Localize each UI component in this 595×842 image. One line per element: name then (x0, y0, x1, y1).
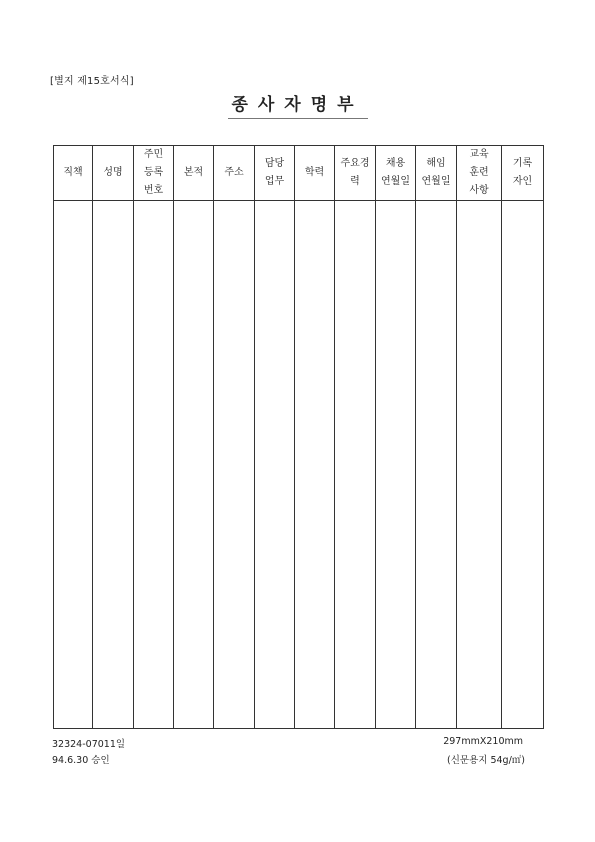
col-header-recorder-seal: 기록 자인 (502, 146, 544, 201)
col-header-position: 직책 (54, 146, 93, 201)
page-title: 종사자명부 (231, 95, 364, 115)
header-row (54, 146, 544, 201)
approval-date: 94.6.30 승인 (52, 755, 110, 766)
table-cell[interactable] (174, 201, 214, 729)
title-underline (228, 118, 368, 119)
table-cell[interactable] (93, 201, 134, 729)
col-header-education: 학력 (295, 146, 335, 201)
table-cell[interactable] (457, 201, 502, 729)
col-header-dismissal-date: 해임 연월일 (416, 146, 457, 201)
table-cell[interactable] (502, 201, 544, 729)
paper-size: 297mmX210mm (443, 736, 523, 747)
form-label: [별지 제15호서식] (50, 76, 134, 87)
table-cell[interactable] (376, 201, 416, 729)
employee-roster-table (53, 145, 544, 729)
table-cell[interactable] (54, 201, 93, 729)
form-number: 32324-07011일 (52, 739, 126, 750)
col-header-name: 성명 (93, 146, 134, 201)
col-header-resident-number: 주민 등록 번호 (134, 146, 174, 201)
table-cell[interactable] (214, 201, 255, 729)
col-header-duty: 담당 업무 (255, 146, 295, 201)
table-cell[interactable] (416, 201, 457, 729)
col-header-career: 주요경 력 (335, 146, 376, 201)
col-header-hire-date: 채용 연월일 (376, 146, 416, 201)
paper-type: (신문용지 54g/㎡) (447, 755, 525, 766)
table-cell[interactable] (335, 201, 376, 729)
table-row (54, 201, 544, 729)
table-cell[interactable] (255, 201, 295, 729)
col-header-domicile: 본적 (174, 146, 214, 201)
table-cell[interactable] (134, 201, 174, 729)
col-header-address: 주소 (214, 146, 255, 201)
table-cell[interactable] (295, 201, 335, 729)
col-header-training: 교육 훈련 사항 (457, 146, 502, 201)
